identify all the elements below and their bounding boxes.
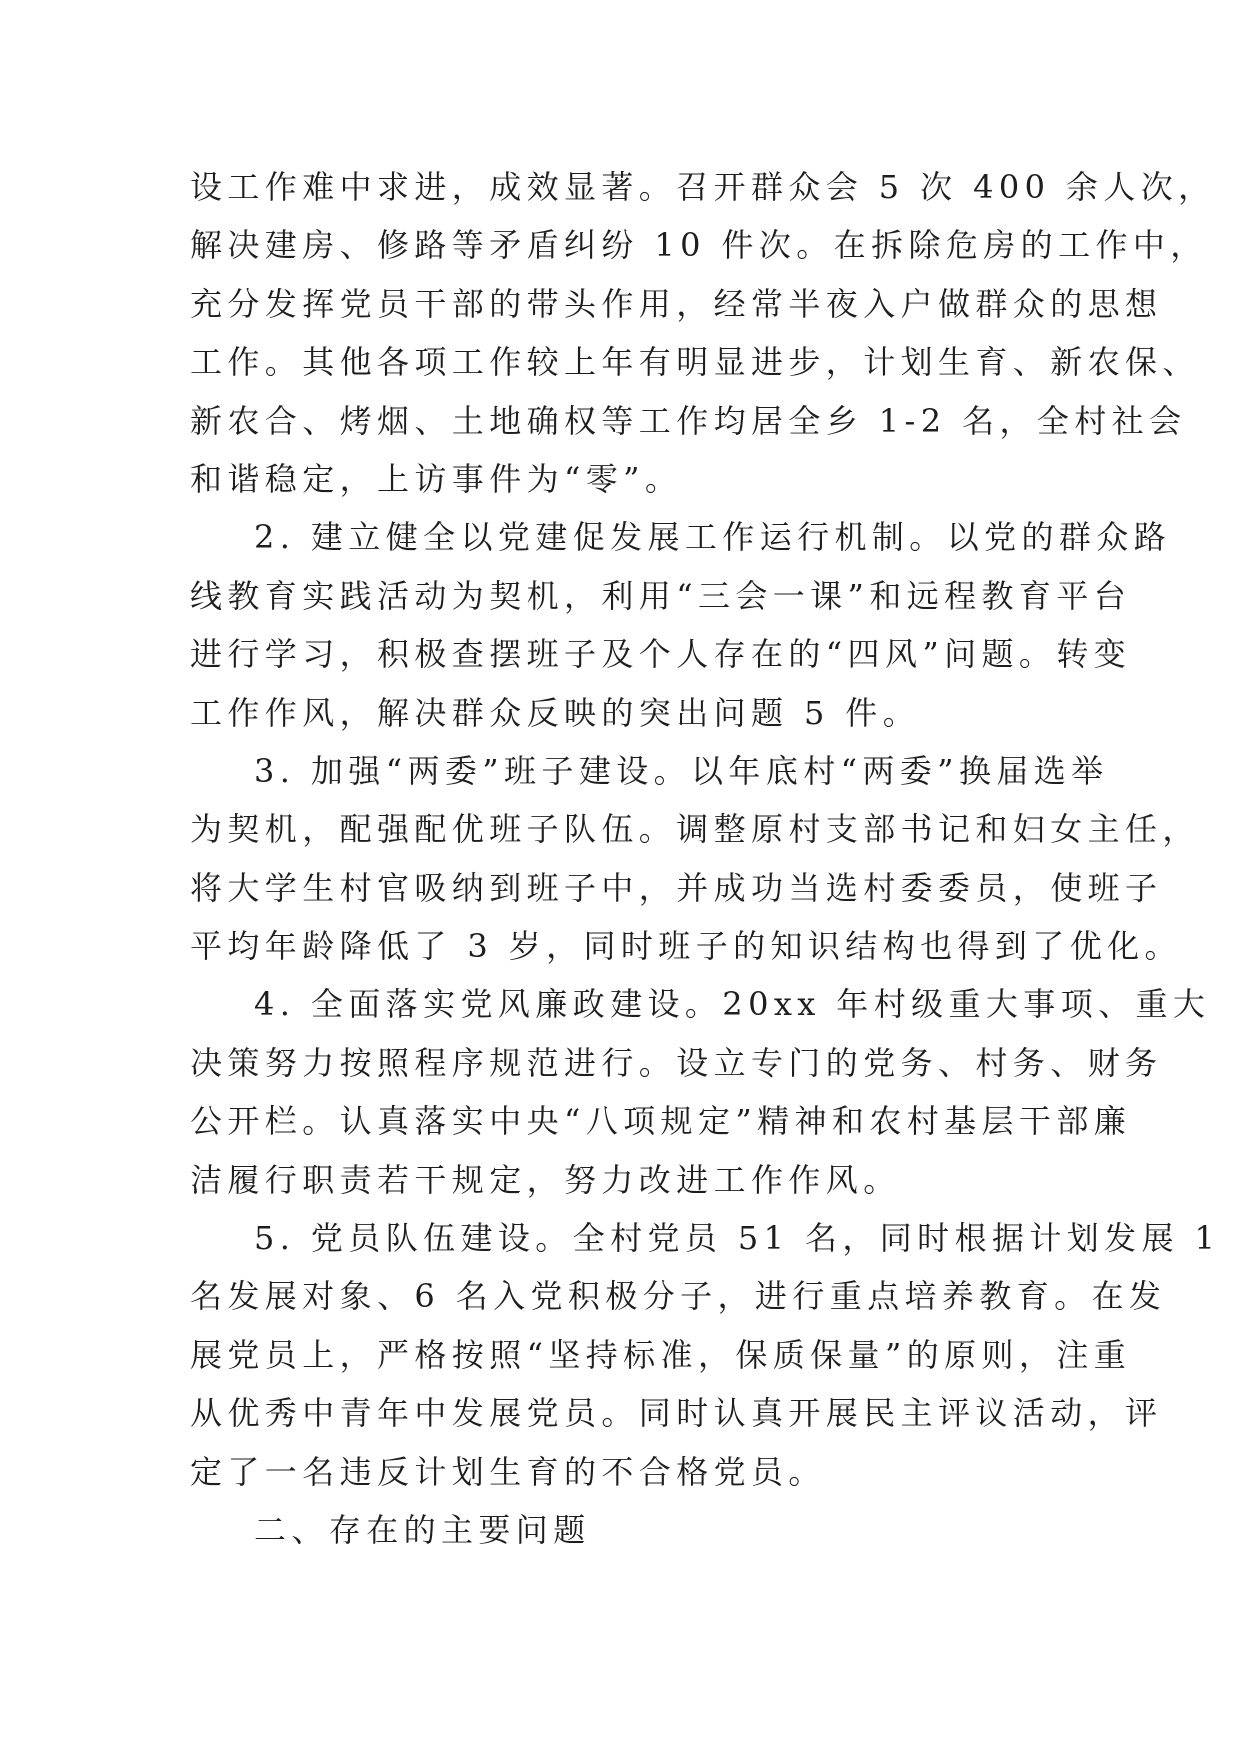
paragraph <box>190 508 1172 742</box>
text-line: 为契机，配强配优班子队伍。调整原村支部书记和妇女主任， <box>190 810 1200 849</box>
text-line: 平均年龄降低了 3 岁，同时班子的知识结构也得到了优化。 <box>190 927 1182 966</box>
text-line: 2. 建立健全以党建促发展工作运行机制。以党的群众路 <box>254 518 1172 557</box>
text-line: 工作作风，解决群众反映的突出问题 5 件。 <box>190 693 921 732</box>
text-line: 进行学习，积极查摆班子及个人存在的“四风”问题。转变 <box>190 635 1132 674</box>
text-line: 二、存在的主要问题 <box>254 1510 591 1549</box>
text-line: 解决建房、修路等矛盾纠纷 10 件次。在拆除危房的工作中， <box>190 226 1208 265</box>
text-line: 工作。其他各项工作较上年有明显进步，计划生育、新农保、 <box>190 343 1200 382</box>
text-line: 充分发挥党员干部的带头作用，经常半夜入户做群众的思想 <box>190 284 1163 323</box>
text-line: 3. 加强“两委”班子建设。以年底村“两委”换届选举 <box>254 751 1109 790</box>
paragraph <box>190 1209 1221 1501</box>
text-line: 定了一名违反计划生育的不合格党员。 <box>190 1452 826 1491</box>
text-line: 新农合、烤烟、土地确权等工作均居全乡 1-2 名，全村社会 <box>190 401 1187 440</box>
text-line: 设工作难中求进，成效显著。召开群众会 5 次 400 余人次， <box>190 168 1216 206</box>
text-line: 洁履行职责若干规定，努力改进工作作风。 <box>190 1160 901 1199</box>
text-line: 名发展对象、6 名入党积极分子，进行重点培养教育。在发 <box>190 1277 1167 1316</box>
paragraph <box>190 975 1211 1209</box>
text-line: 和谐稳定，上访事件为“零”。 <box>190 459 683 498</box>
text-line: 线教育实践活动为契机，利用“三会一课”和远程教育平台 <box>190 576 1132 615</box>
paragraph <box>190 742 1200 976</box>
text-line: 将大学生村官吸纳到班子中，并成功当选村委委员，使班子 <box>190 868 1163 907</box>
text-line: 决策努力按照程序规范进行。设立专门的党务、村务、财务 <box>190 1043 1163 1082</box>
body-text <box>190 158 1221 1559</box>
text-line: 从优秀中青年中发展党员。同时认真开展民主评议活动，评 <box>190 1394 1163 1433</box>
section-heading <box>190 1501 1070 1559</box>
text-line: 展党员上，严格按照“坚持标准，保质保量”的原则，注重 <box>190 1335 1132 1374</box>
text-line: 5. 党员队伍建设。全村党员 51 名，同时根据计划发展 1 <box>254 1219 1221 1258</box>
text-line: 4. 全面落实党风廉政建设。20xx 年村级重大事项、重大 <box>254 985 1211 1024</box>
paragraph <box>190 158 1216 508</box>
text-line: 公开栏。认真落实中央“八项规定”精神和农村基层干部廉 <box>190 1102 1132 1141</box>
